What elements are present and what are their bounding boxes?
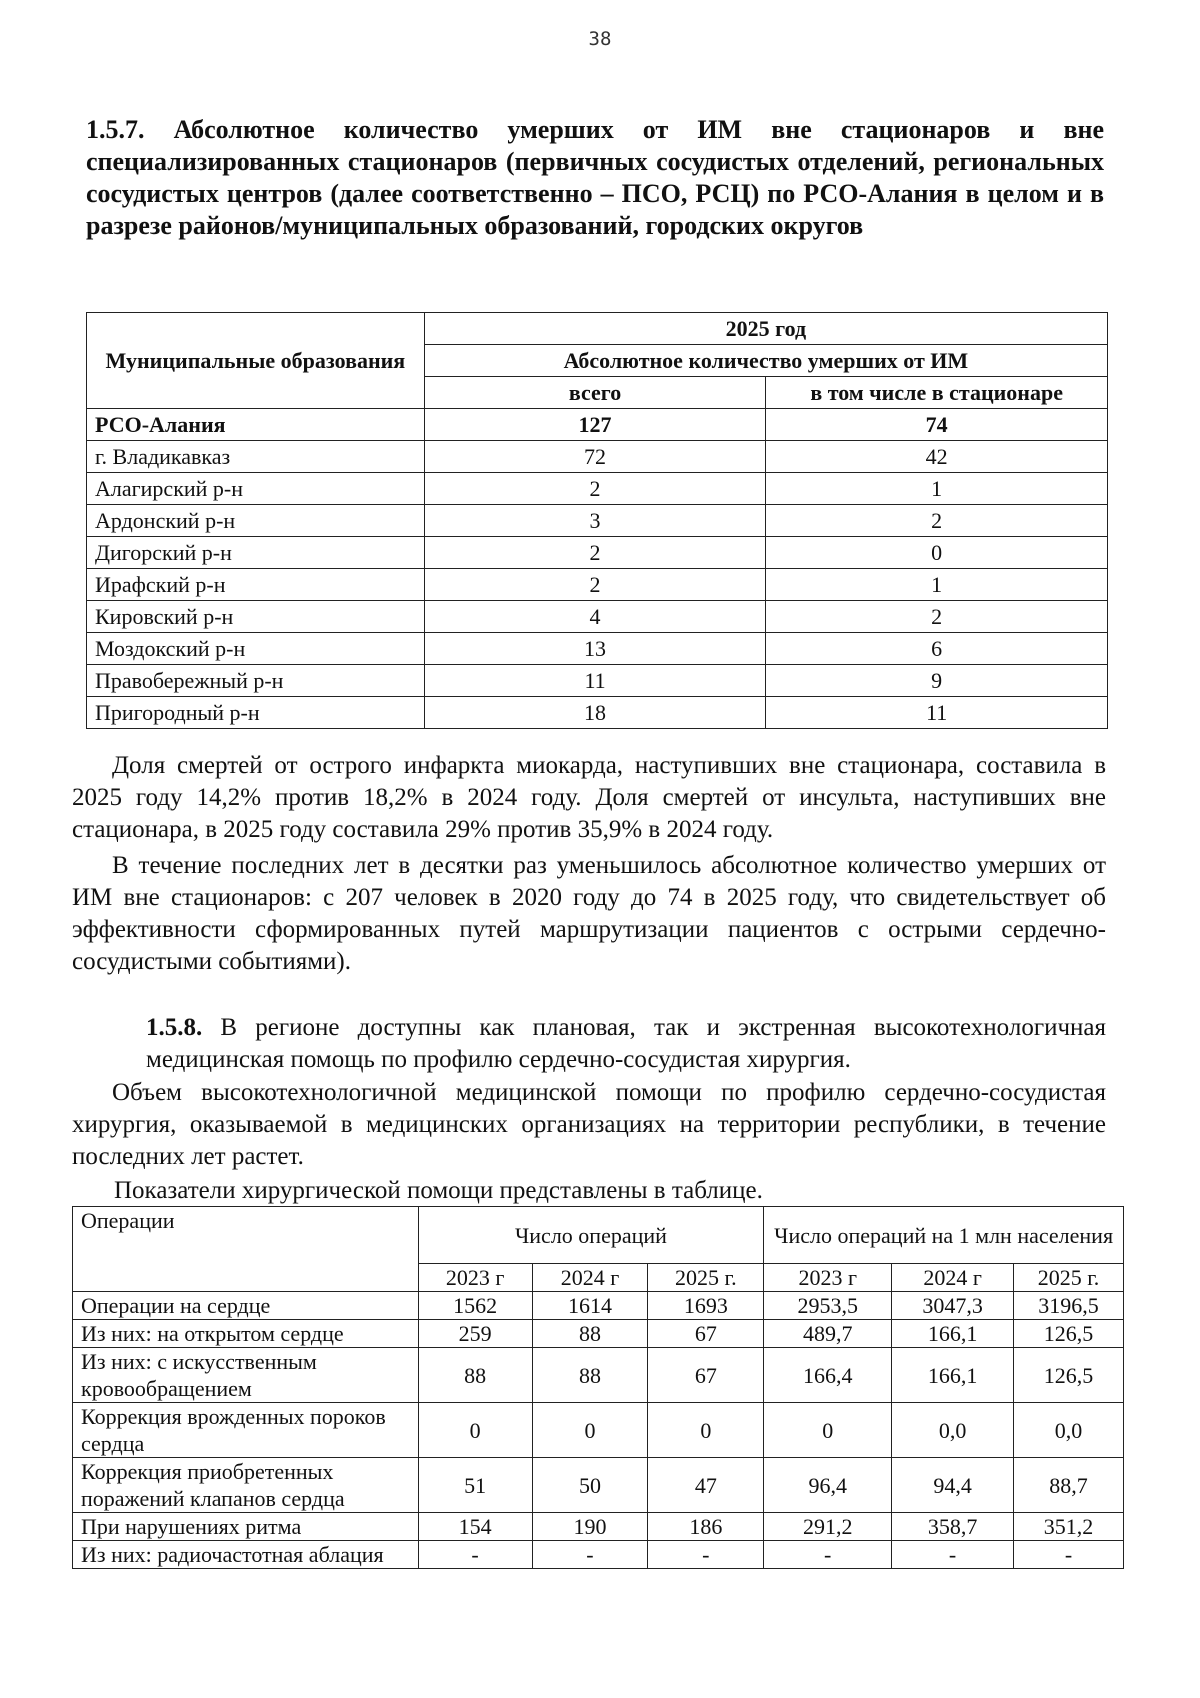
year-header: 2023 г [764,1264,892,1292]
value-cell: - [418,1541,532,1569]
hospital-cell: 6 [766,633,1108,665]
hospital-cell: 0 [766,537,1108,569]
region-cell: Кировский р-н [87,601,425,633]
col-header-total: всего [424,377,766,409]
hospital-cell: 42 [766,441,1108,473]
value-cell: - [892,1541,1014,1569]
value-cell: 88 [532,1320,648,1348]
year-header: 2025 г. [1014,1264,1124,1292]
paragraph-death-trend: В течение последних лет в десятки раз уменьшилось абсолютное количество умерших от ИМ вне стационаров: с 207 человек в 2020 году до 74 в 2025 году, что свидетельствует об эффективности сформированных путей маршрутизации пациентов с острыми сердечно-сосудистыми событиями). [72,852,1106,975]
year-header: 2024 г [532,1264,648,1292]
region-cell: Правобережный р-н [87,665,425,697]
section-number: 1.5.8. [146,1014,203,1041]
region-cell: Моздокский р-н [87,633,425,665]
total-cell: 2 [424,569,766,601]
table-row [73,1403,1124,1458]
table-row [87,601,1108,633]
hospital-cell: 2 [766,601,1108,633]
value-cell: 291,2 [764,1513,892,1541]
value-cell: - [1014,1541,1124,1569]
table-row [73,1541,1124,1569]
value-cell: 0 [764,1403,892,1458]
col-header-per-million: Число операций на 1 млн населения [764,1207,1124,1264]
col-header-hospital: в том числе в стационаре [766,377,1108,409]
value-cell: 259 [418,1320,532,1348]
value-cell: 0,0 [892,1403,1014,1458]
year-header: 2024 г [892,1264,1014,1292]
table-row [87,697,1108,729]
table-row [87,441,1108,473]
paragraph-death-share: Доля смертей от острого инфаркта миокарда, наступивших вне стационара, составила в 2025 году 14,2% против 18,2% в 2024 году. Доля смертей от инсульта, наступивших вне стационара, в 2025 году составила 29% против 35,9% в 2024 году. [72,752,1106,843]
deaths-table [86,312,1108,729]
table-row [87,473,1108,505]
region-cell: Пригородный р-н [87,697,425,729]
col-header-count: Число операций [418,1207,764,1264]
operation-name: При нарушениях ритма [73,1513,419,1541]
year-header: 2025 г. [648,1264,764,1292]
total-cell: 127 [424,409,766,441]
value-cell: 1614 [532,1292,648,1320]
operation-name: Коррекция приобретенных поражений клапанов сердца [73,1458,419,1513]
value-cell: 489,7 [764,1320,892,1348]
total-cell: 11 [424,665,766,697]
total-cell: 13 [424,633,766,665]
value-cell: 166,1 [892,1320,1014,1348]
table-row [87,665,1108,697]
total-cell: 72 [424,441,766,473]
value-cell: - [532,1541,648,1569]
table-row [73,1292,1124,1320]
paragraph-section-1-5-8 [146,1012,1106,1076]
value-cell: 126,5 [1014,1320,1124,1348]
region-cell: Ирафский р-н [87,569,425,601]
total-cell: 4 [424,601,766,633]
value-cell: 88 [532,1348,648,1403]
region-cell: Ардонский р-н [87,505,425,537]
total-cell: 2 [424,537,766,569]
table-row [87,633,1108,665]
col-header-operations: Операции [73,1207,419,1292]
hospital-cell: 74 [766,409,1108,441]
value-cell: 3196,5 [1014,1292,1124,1320]
table-row [73,1513,1124,1541]
value-cell: 186 [648,1513,764,1541]
value-cell: 126,5 [1014,1348,1124,1403]
paragraph-table-intro: Показатели хирургической помощи представлены в таблице. [114,1177,763,1204]
hospital-cell: 9 [766,665,1108,697]
value-cell: 1562 [418,1292,532,1320]
operation-name: Операции на сердце [73,1292,419,1320]
table-row [87,505,1108,537]
region-cell: РСО-Алания [87,409,425,441]
value-cell: 88 [418,1348,532,1403]
value-cell: 1693 [648,1292,764,1320]
section-title: Абсолютное количество умерших от ИМ вне стационаров и вне специализированных стационаров (первичных сосудистых отделений, региональных сосудистых центров (далее соответственно – ПСО, РСЦ) по РСО-Алания в целом и в разрезе районов/муниципальных образований, городских округов [86,115,1105,240]
region-cell: Дигорский р-н [87,537,425,569]
page-number: 38 [588,28,612,50]
year-header: 2023 г [418,1264,532,1292]
table-row [73,1458,1124,1513]
value-cell: 88,7 [1014,1458,1124,1513]
operation-name: Из них: радиочастотная аблация [73,1541,419,1569]
value-cell: 3047,3 [892,1292,1014,1320]
table-row [87,409,1108,441]
value-cell: 96,4 [764,1458,892,1513]
value-cell: 2953,5 [764,1292,892,1320]
operation-name: Коррекция врожденных пороков сердца [73,1403,419,1458]
hospital-cell: 1 [766,473,1108,505]
table-row [73,1348,1124,1403]
value-cell: 94,4 [892,1458,1014,1513]
hospital-cell: 11 [766,697,1108,729]
surgery-table [72,1206,1124,1569]
hospital-cell: 1 [766,569,1108,601]
table-row [87,569,1108,601]
value-cell: 190 [532,1513,648,1541]
table-row [73,1320,1124,1348]
value-cell: 47 [648,1458,764,1513]
value-cell: 0 [418,1403,532,1458]
col-header-group: Абсолютное количество умерших от ИМ [424,345,1107,377]
value-cell: 67 [648,1320,764,1348]
value-cell: 166,1 [892,1348,1014,1403]
total-cell: 2 [424,473,766,505]
section-number: 1.5.7. [86,115,145,144]
region-cell: г. Владикавказ [87,441,425,473]
col-header-year: 2025 год [424,313,1107,345]
value-cell: 51 [418,1458,532,1513]
total-cell: 3 [424,505,766,537]
paragraph-volume: Объем высокотехнологичной медицинской помощи по профилю сердечно-сосудистая хирургия, оказываемой в медицинских организациях на территории республики, в течение последних лет растет. [72,1079,1106,1170]
hospital-cell: 2 [766,505,1108,537]
paragraph-text: В регионе доступны как плановая, так и экстренная высокотехнологичная медицинская помощь по профилю сердечно-сосудистая хирургия. [146,1014,1106,1073]
value-cell: - [648,1541,764,1569]
value-cell: 50 [532,1458,648,1513]
operation-name: Из них: на открытом сердце [73,1320,419,1348]
value-cell: 0 [532,1403,648,1458]
region-cell: Алагирский р-н [87,473,425,505]
value-cell: 0,0 [1014,1403,1124,1458]
value-cell: 166,4 [764,1348,892,1403]
value-cell: 154 [418,1513,532,1541]
value-cell: 67 [648,1348,764,1403]
value-cell: - [764,1541,892,1569]
value-cell: 351,2 [1014,1513,1124,1541]
operation-name: Из них: с искусственным кровообращением [73,1348,419,1403]
col-header-region: Муниципальные образования [87,313,425,409]
table-row [87,537,1108,569]
value-cell: 0 [648,1403,764,1458]
section-heading-1-5-7 [86,114,1104,242]
total-cell: 18 [424,697,766,729]
value-cell: 358,7 [892,1513,1014,1541]
